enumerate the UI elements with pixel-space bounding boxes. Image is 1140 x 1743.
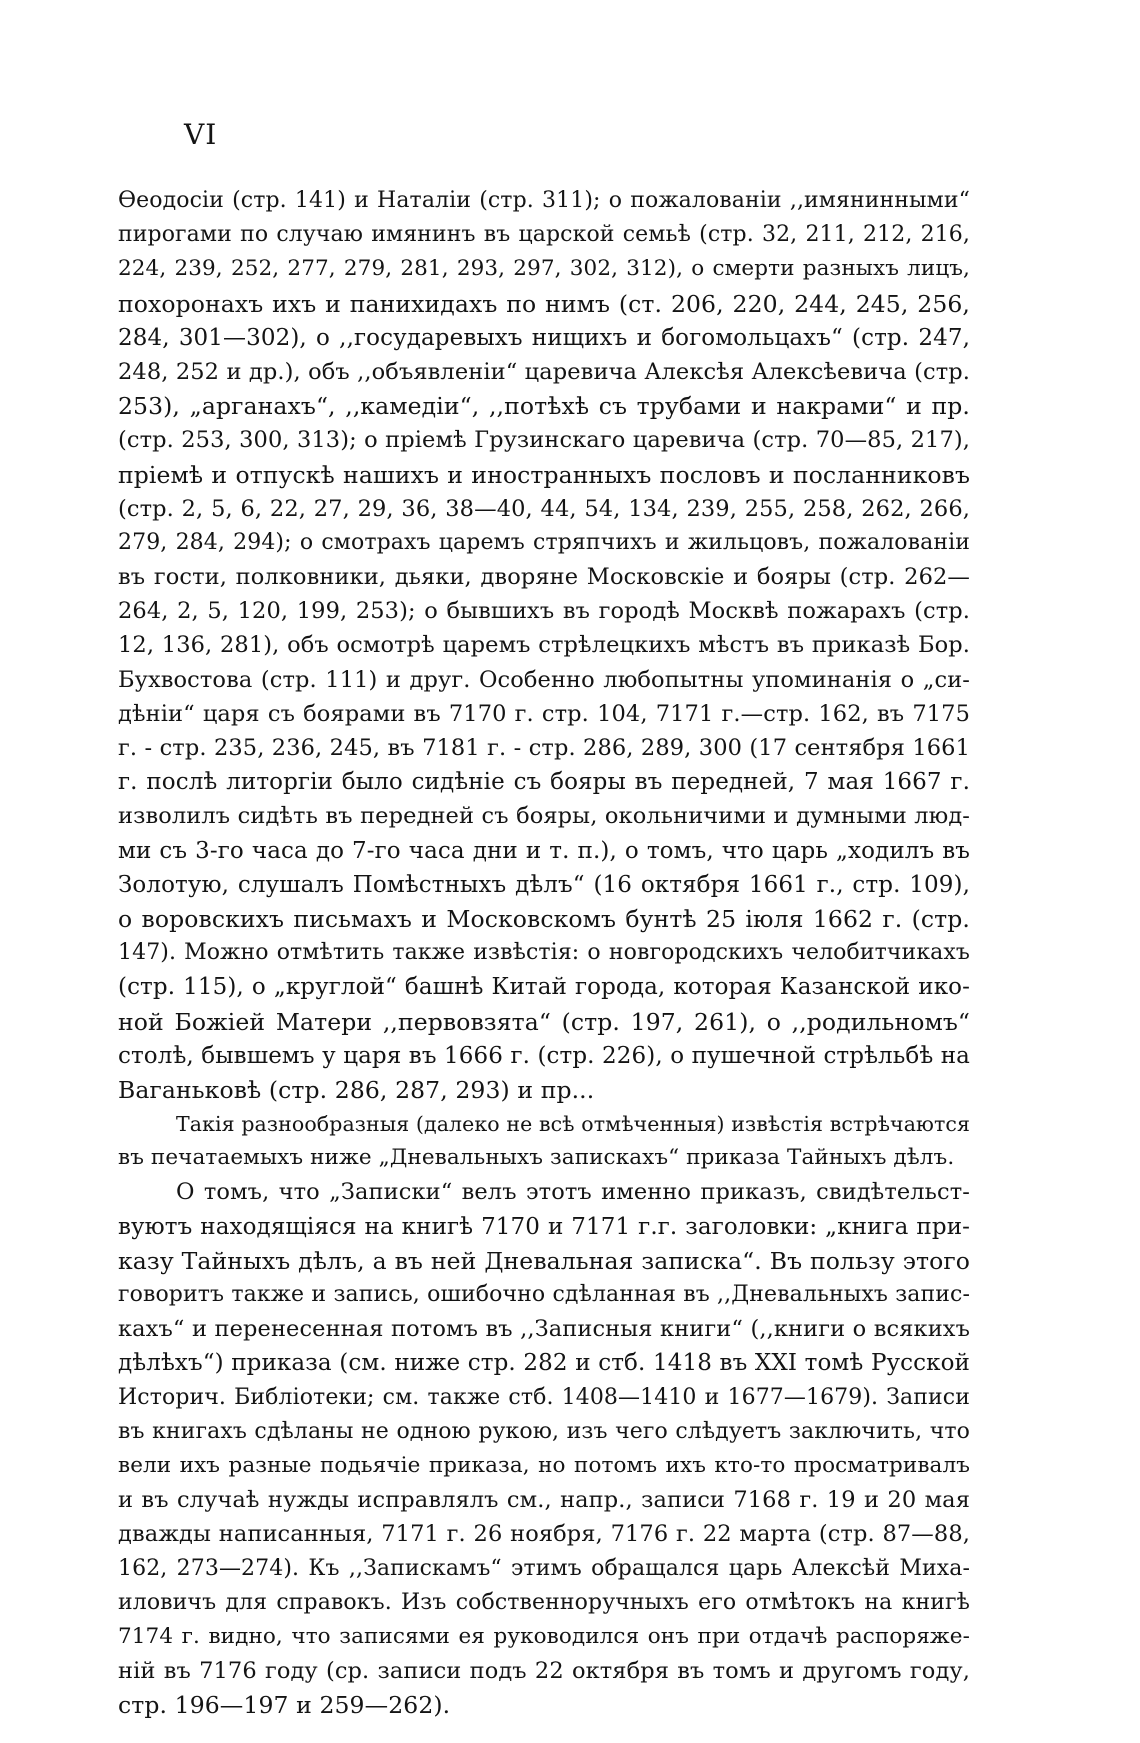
- text-line: Ѳеодосіи (стр. 141) и Наталіи (стр. 311); о пожалованіи ,,имянинными“: [118, 188, 970, 213]
- text-line: г. - стр. 235, 236, 245, въ 7181 г. - стр. 286, 289, 300 (17 сентября 1661: [118, 735, 970, 761]
- text-line: вуютъ находящіяся на книгѣ 7170 и 7171 г.г. заголовки: „книга при-: [118, 1213, 970, 1240]
- text-line: похоронахъ ихъ и панихидахъ по нимъ (ст. 206, 220, 244, 245, 256,: [118, 289, 970, 318]
- text-line: 284, 301—302), о ,,государевыхъ нищихъ и богомольцахъ“ (стр. 247,: [118, 324, 970, 351]
- text-line: (стр. 115), о „круглой“ башнѣ Китай города, которая Казанской ико-: [118, 974, 970, 1001]
- text-line: въ печатаемыхъ ниже „Дневальныхъ запискахъ“ приказа Тайныхъ дѣлъ.: [118, 1145, 955, 1171]
- text-line: (стр. 2, 5, 6, 22, 27, 29, 36, 38—40, 44, 54, 134, 239, 255, 258, 262, 266,: [118, 495, 970, 522]
- text-line: столѣ, бывшемъ у царя въ 1666 г. (стр. 226), о пушечной стрѣльбѣ на: [118, 1042, 970, 1069]
- body-text: [118, 184, 970, 1722]
- text-line: пріемѣ и отпускѣ нашихъ и иностранныхъ пословъ и посланниковъ: [118, 460, 970, 489]
- text-line: 224, 239, 252, 277, 279, 281, 293, 297, 302, 312), о смерти разныхъ лицъ,: [118, 256, 970, 282]
- text-line: 248, 252 и др.), объ ,,объявленіи“ царевича Алексѣя Алексѣевича (стр.: [118, 358, 970, 385]
- text-line: пирогами по случаю имянинъ въ царской семьѣ (стр. 32, 211, 212, 216,: [118, 222, 970, 248]
- text-line: кахъ“ и перенесенная потомъ въ ,,Записныя книги“ (,,книги о всякихъ: [118, 1316, 970, 1343]
- text-line: въ книгахъ сдѣланы не одною рукою, изъ чего слѣдуетъ заключить, что: [118, 1418, 970, 1444]
- text-line: Такія разнообразныя (далеко не всѣ отмѣченныя) извѣстія встрѣчаются: [176, 1112, 971, 1137]
- text-line: ной Божіей Матери ,,первовзята“ (стр. 197, 261), о ,,родильномъ“: [118, 1007, 970, 1036]
- text-line: (стр. 253, 300, 313); о пріемѣ Грузинскаго царевича (стр. 70—85, 217),: [118, 427, 970, 454]
- text-line: говоритъ также и запись, ошибочно сдѣланная въ ,,Дневальныхъ запис-: [118, 1282, 970, 1307]
- text-line: стр. 196—197 и 259—262).: [118, 1691, 451, 1720]
- text-line: ми съ 3-го часа до 7-го часа дни и т. п.), о томъ, что царь „ходилъ въ: [118, 837, 970, 864]
- text-line: 264, 2, 5, 120, 199, 253); о бывшихъ въ городѣ Москвѣ пожарахъ (стр.: [118, 598, 970, 625]
- text-line: и въ случаѣ нужды исправлялъ см., напр., записи 7168 г. 19 и 20 мая: [118, 1487, 970, 1514]
- text-line: 12, 136, 281), объ осмотрѣ царемъ стрѣлецкихъ мѣстъ въ приказѣ Бор.: [118, 632, 970, 659]
- text-line: дѣніи“ царя съ боярами въ 7170 г. стр. 104, 7171 г.—стр. 162, въ 7175: [118, 700, 970, 727]
- text-line: 279, 284, 294); о смотрахъ царемъ стряпчихъ и жильцовъ, пожалованіи: [118, 529, 970, 555]
- text-line: 162, 273—274). Къ ,,Запискамъ“ этимъ обращался царь Алексѣй Миха-: [118, 1555, 970, 1581]
- text-line: 7174 г. видно, что записями ея руководился онъ при отдачѣ распоряже-: [118, 1623, 970, 1649]
- text-line: Бухвостова (стр. 111) и друг. Особенно любопытны упоминанія о „си-: [118, 666, 970, 693]
- text-line: Историч. Библіотеки; см. также стб. 1408—1410 и 1677—1679). Записи: [118, 1384, 970, 1410]
- text-line: изволилъ сидѣть въ передней съ бояры, окольничими и думными люд-: [118, 803, 970, 830]
- text-line: 253), „арганахъ“, ,,камедіи“, ,,потѣхѣ съ трубами и накрами“ и пр.: [118, 392, 970, 421]
- text-line: въ гости, полковники, дьяки, дворяне Московскіе и бояры (стр. 262—: [118, 564, 970, 591]
- page-number: VI: [184, 118, 218, 151]
- text-line: казу Тайныхъ дѣлъ, а въ ней Дневальная записка“. Въ пользу этого: [118, 1246, 970, 1275]
- text-line: вели ихъ разные подьячіе приказа, но потомъ ихъ кто-то просматривалъ: [118, 1452, 970, 1478]
- text-line: Ваганьковѣ (стр. 286, 287, 293) и пр...: [118, 1075, 595, 1104]
- text-line: иловичъ для справокъ. Изъ собственноручныхъ его отмѣтокъ на книгѣ: [118, 1589, 970, 1615]
- text-line: 147). Можно отмѣтить также извѣстія: о новгородскихъ челобитчикахъ: [118, 940, 970, 966]
- text-line: Золотую, слушалъ Помѣстныхъ дѣлъ“ (16 октября 1661 г., стр. 109),: [118, 871, 970, 898]
- text-line: О томъ, что „Записки“ велъ этотъ именно приказъ, свидѣтельст-: [176, 1179, 970, 1206]
- text-line: г. послѣ литоргіи было сидѣніе съ бояры въ передней, 7 мая 1667 г.: [118, 769, 970, 796]
- text-line: о воровскихъ письмахъ и Московскомъ бунтѣ 25 іюля 1662 г. (стр.: [118, 904, 970, 933]
- text-line: дважды написанныя, 7171 г. 26 ноября, 7176 г. 22 марта (стр. 87—88,: [118, 1521, 970, 1548]
- text-line: ній въ 7176 году (ср. записи подъ 22 октября въ томъ и другомъ году,: [118, 1658, 970, 1685]
- text-line: дѣлѣхъ“) приказа (см. ниже стр. 282 и стб. 1418 въ XXI томѣ Русской: [118, 1350, 970, 1377]
